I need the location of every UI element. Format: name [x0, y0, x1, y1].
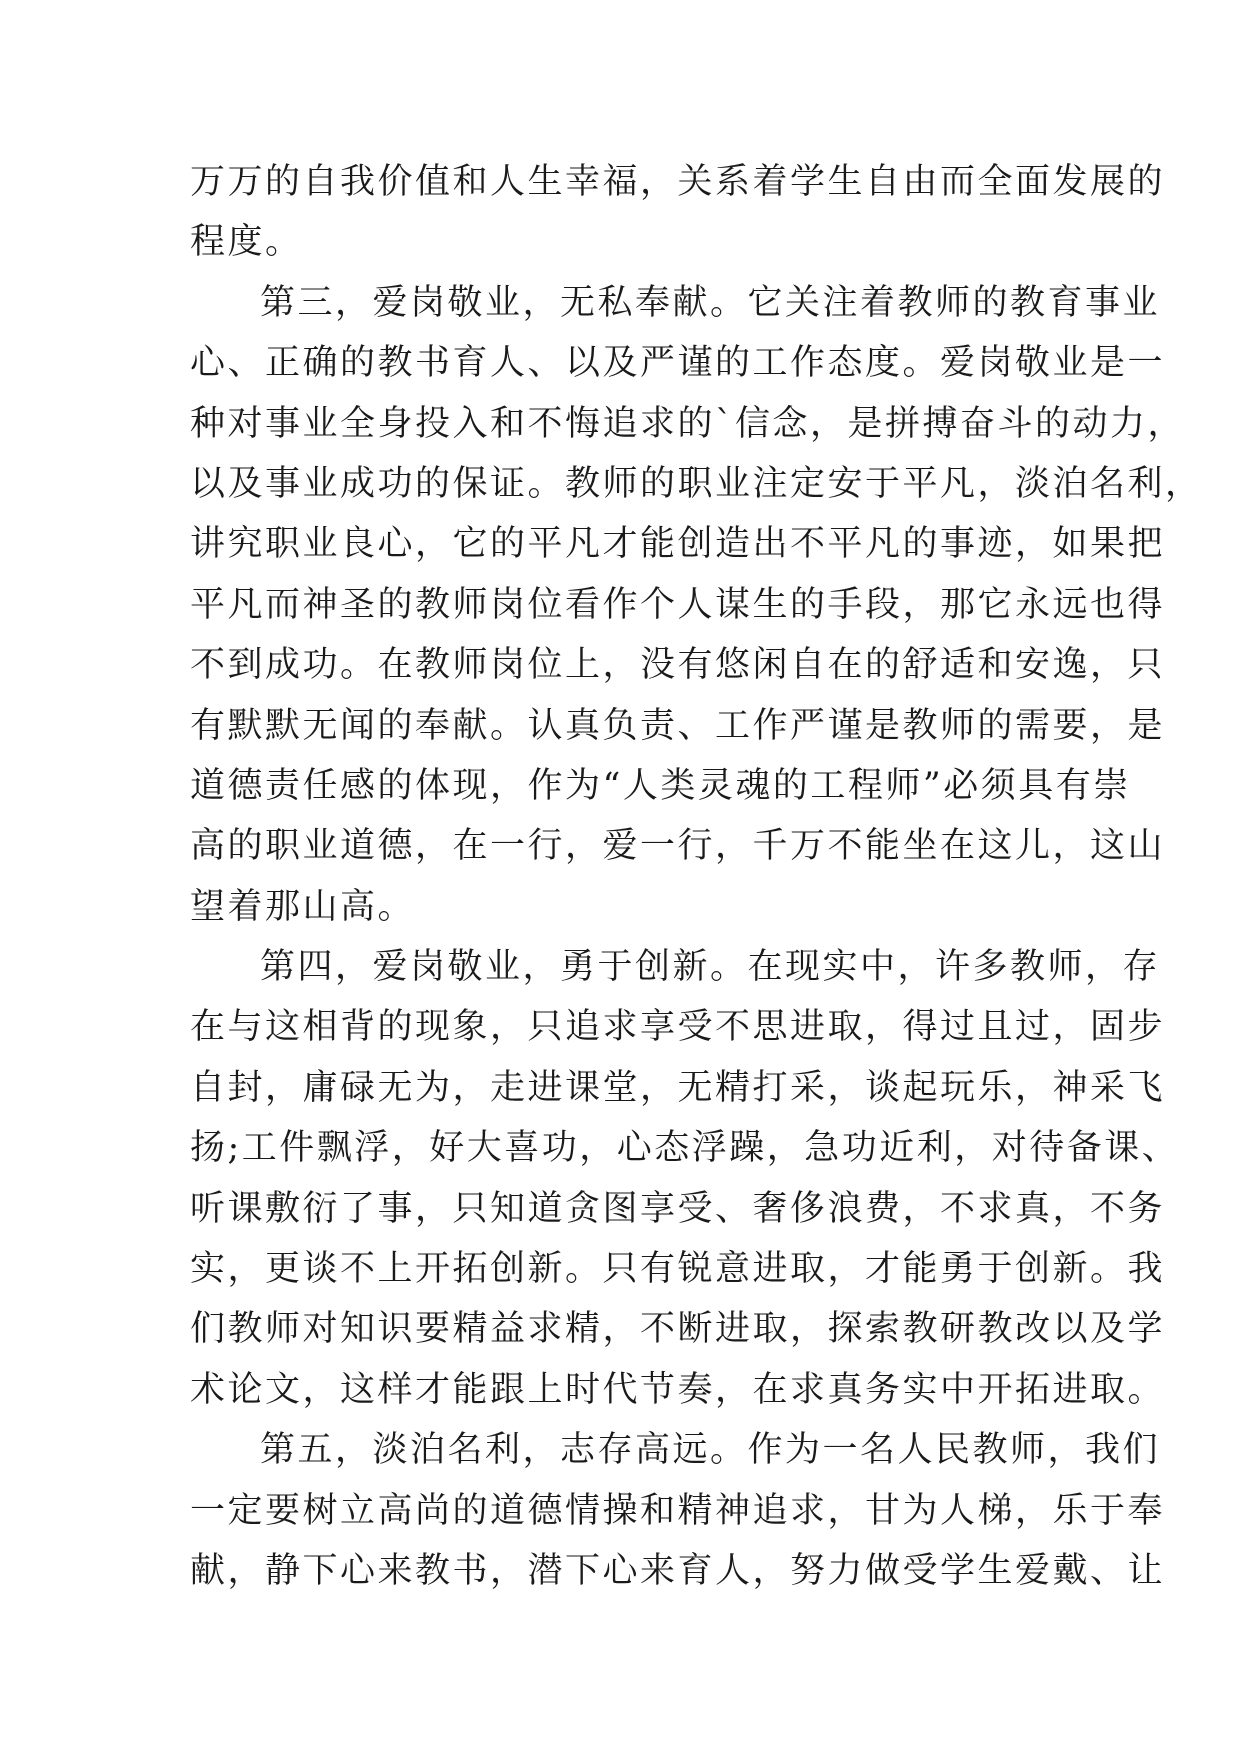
text-line: 献，静下心来教书，潜下心来育人，努力做受学生爱戴、让 — [190, 1550, 1166, 1591]
text-line: 心、正确的教书育人、以及严谨的工作态度。爱岗敬业是一 — [190, 343, 1166, 384]
text-line: 程度。 — [190, 222, 303, 263]
text-line: 道德责任感的体现，作为“人类灵魂的工程师”必须具有崇 — [190, 765, 1131, 806]
text-line: 一定要树立高尚的道德情操和精神追求，甘为人梯，乐于奉 — [190, 1490, 1166, 1531]
text-line: 望着那山高。 — [190, 886, 416, 927]
paragraph-start-line: 第五，淡泊名利，志存高远。作为一名人民教师，我们 — [260, 1430, 1161, 1471]
text-line: 术论文，这样才能跟上时代节奏，在求真务实中开拓进取。 — [190, 1369, 1166, 1410]
text-line: 讲究职业良心，它的平凡才能创造出不平凡的事迹，如果把 — [190, 524, 1166, 565]
text-line: 有默默无闻的奉献。认真负责、工作严谨是教师的需要，是 — [190, 705, 1166, 746]
text-line: 实，更谈不上开拓创新。只有锐意进取，才能勇于创新。我 — [190, 1249, 1166, 1290]
text-line: 在与这相背的现象，只追求享受不思进取，得过且过，固步 — [190, 1007, 1166, 1048]
text-line: 扬;工件飘浮，好大喜功，心态浮躁，急功近利，对待备课、 — [190, 1128, 1180, 1169]
text-line: 平凡而神圣的教师岗位看作个人谋生的手段，那它永远也得 — [190, 584, 1166, 625]
text-line: 高的职业道德，在一行，爱一行，千万不能坐在这儿，这山 — [190, 826, 1166, 867]
paragraph-start-line: 第三，爱岗敬业，无私奉献。它关注着教师的教育事业 — [260, 282, 1161, 323]
paragraph-start-line: 第四，爱岗敬业，勇于创新。在现实中，许多教师，存 — [260, 947, 1161, 988]
text-line: 以及事业成功的保证。教师的职业注定安于平凡，淡泊名利， — [190, 463, 1203, 504]
text-line: 们教师对知识要精益求精，不断进取，探索教研教改以及学 — [190, 1309, 1166, 1350]
text-line: 听课敷衍了事，只知道贪图享受、奢侈浪费，不求真，不务 — [190, 1188, 1166, 1229]
text-line: 种对事业全身投入和不悔追求的`信念，是拼搏奋斗的动力， — [190, 403, 1186, 444]
text-line: 不到成功。在教师岗位上，没有悠闲自在的舒适和安逸，只 — [190, 645, 1166, 686]
body-text — [190, 152, 1203, 1601]
text-line: 自封，庸碌无为，走进课堂，无精打采，谈起玩乐，神采飞 — [190, 1067, 1166, 1108]
text-line: 万万的自我价值和人生幸福，关系着学生自由而全面发展的 — [190, 162, 1166, 202]
